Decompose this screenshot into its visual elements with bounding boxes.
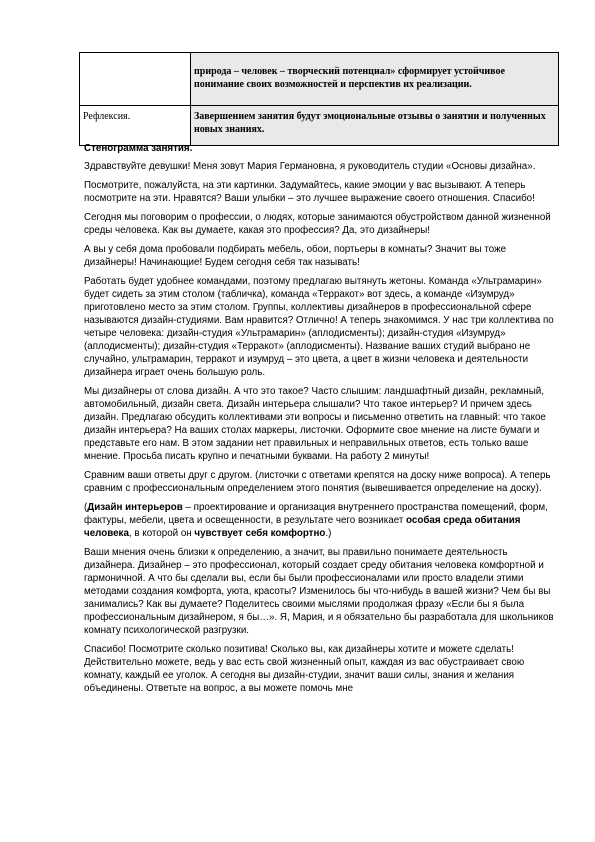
definition-emphasis: чувствует себя комфортно (194, 528, 326, 539)
table-cell-description: природа – человек – творческий потенциал» сформирует устойчивое понимание своих возможностей и перспектив их реализации. (191, 53, 559, 106)
section-title: Стенограмма занятия. (84, 143, 193, 154)
paragraph: А вы у себя дома пробовали подбирать мебель, обои, портьеры в комнаты? Значит вы тоже дизайнеры! Начинающие! Будем сегодня себя так называть! (84, 244, 507, 268)
paragraph: Мы дизайнеры от слова дизайн. А что это такое? Часто слышим: ландшафтный дизайн, рекламный, автомобильный, дизайн света. Дизайн интерьера слышали? Что такое интерьер? И причем здесь дизайн. Предлагаю обсудить коллективами эти вопросы и письменно ответить на главный: что такое дизайн интерьера? На ваших столах маркеры, листочки. Оформите свое мнение на листе бумаги и представьте его нам. В этом задании нет правильных и неправильных ответов, есть только ваше мнение. Просьба писать крупно и печатными буквами. На работу 2 минуты! (84, 386, 546, 462)
table-cell-stage: Рефлексия. (80, 106, 191, 146)
table-cell-stage (80, 53, 191, 106)
table-row (80, 106, 559, 146)
paragraph: Здравствуйте девушки! Меня зовут Мария Германовна, я руководитель студии «Основы дизайна». (84, 161, 536, 172)
paragraph: Ваши мнения очень близки к определению, а значит, вы правильно понимаете деятельность дизайнера. Дизайнер – это профессионал, который создает среду обитания человека комфортной и гармоничной. А что бы сделали вы, если бы были профессионалами или просто владели этими методами создания комфорта, уюта, красоты? Изменилось бы что-нибудь в вашей жизни? Чем бы вы занимались? Как вы думаете? Поделитесь своими мыслями продолжая фразу «Если бы я была профессиональным дизайнером, я бы…». Я, Мария, и я обязательно бы разработала для школьников комнату психологической разгрузки. (84, 547, 554, 636)
paragraph: Сравним ваши ответы друг с другом. (листочки с ответами крепятся на доску ниже вопроса). А теперь сравним с профессиональным определением этого понятия (вывешивается определение на доску). (84, 470, 551, 494)
paragraph: Сегодня мы поговорим о профессии, о людях, которые занимаются обустройством данной жизненной среды человека. Как вы думаете, какая это профессия? Да, это дизайнеры! (84, 212, 551, 236)
definition-emphasis: особая среда обитания человека (84, 515, 521, 539)
transcript-body (84, 142, 559, 701)
paragraph: Посмотрите, пожалуйста, на эти картинки. Задумайтесь, какие эмоции у вас вызывают. А теперь посмотрите на эти. Нравятся? Ваши улыбки – это лучшее выражение своего отношения. Спасибо! (84, 180, 535, 204)
table-cell-description: Завершением занятия будут эмоциональные отзывы о занятии и полученных новых знаниях. (191, 106, 559, 146)
definition-term: Дизайн интерьеров (87, 502, 183, 513)
definition-paragraph: (Дизайн интерьеров – проектирование и организация внутреннего пространства помещений, форм, фактуры, мебели, цвета и освещенности, в результате чего возникает особая среда обитания человека, в которой он чувствует себя комфортно.) (84, 502, 548, 539)
paragraph: Работать будет удобнее командами, поэтому предлагаю вытянуть жетоны. Команда «Ультрамарин» будет сидеть за этим столом (табличка), команда «Терракот» вот здесь, а команде «Изумруд» приготовлено место за этим столом. Группы, коллективы дизайнеров в профессиональной сфере называются дизайн-студиями. Вам нравится? Отлично! А теперь знакомимся. У нас три коллектива по четыре человека: дизайн-студия «Ультрамарин» (аплодисменты); дизайн-студия «Изумруд» (аплодисменты); дизайн-студия «Терракот» (аплодисменты). Название ваших студий выбрано не случайно, ультрамарин, терракот и изумруд – это цвета, а цвет в жизни человека и деятельности дизайнера играет очень большую роль. (84, 276, 554, 378)
lesson-plan-table (79, 52, 559, 146)
paragraph: Спасибо! Посмотрите сколько позитива! Сколько вы, как дизайнеры хотите и можете сделать! Действительно можете, ведь у вас есть свой жизненный опыт, каждая из вас обустраивает свою комнату, каждый ее уголок. А сегодня вы дизайн-студии, значит ваши силы, знания и желания объединены. Ответьте на вопрос, а вы можете помочь мне (84, 644, 525, 694)
table-row (80, 53, 559, 106)
